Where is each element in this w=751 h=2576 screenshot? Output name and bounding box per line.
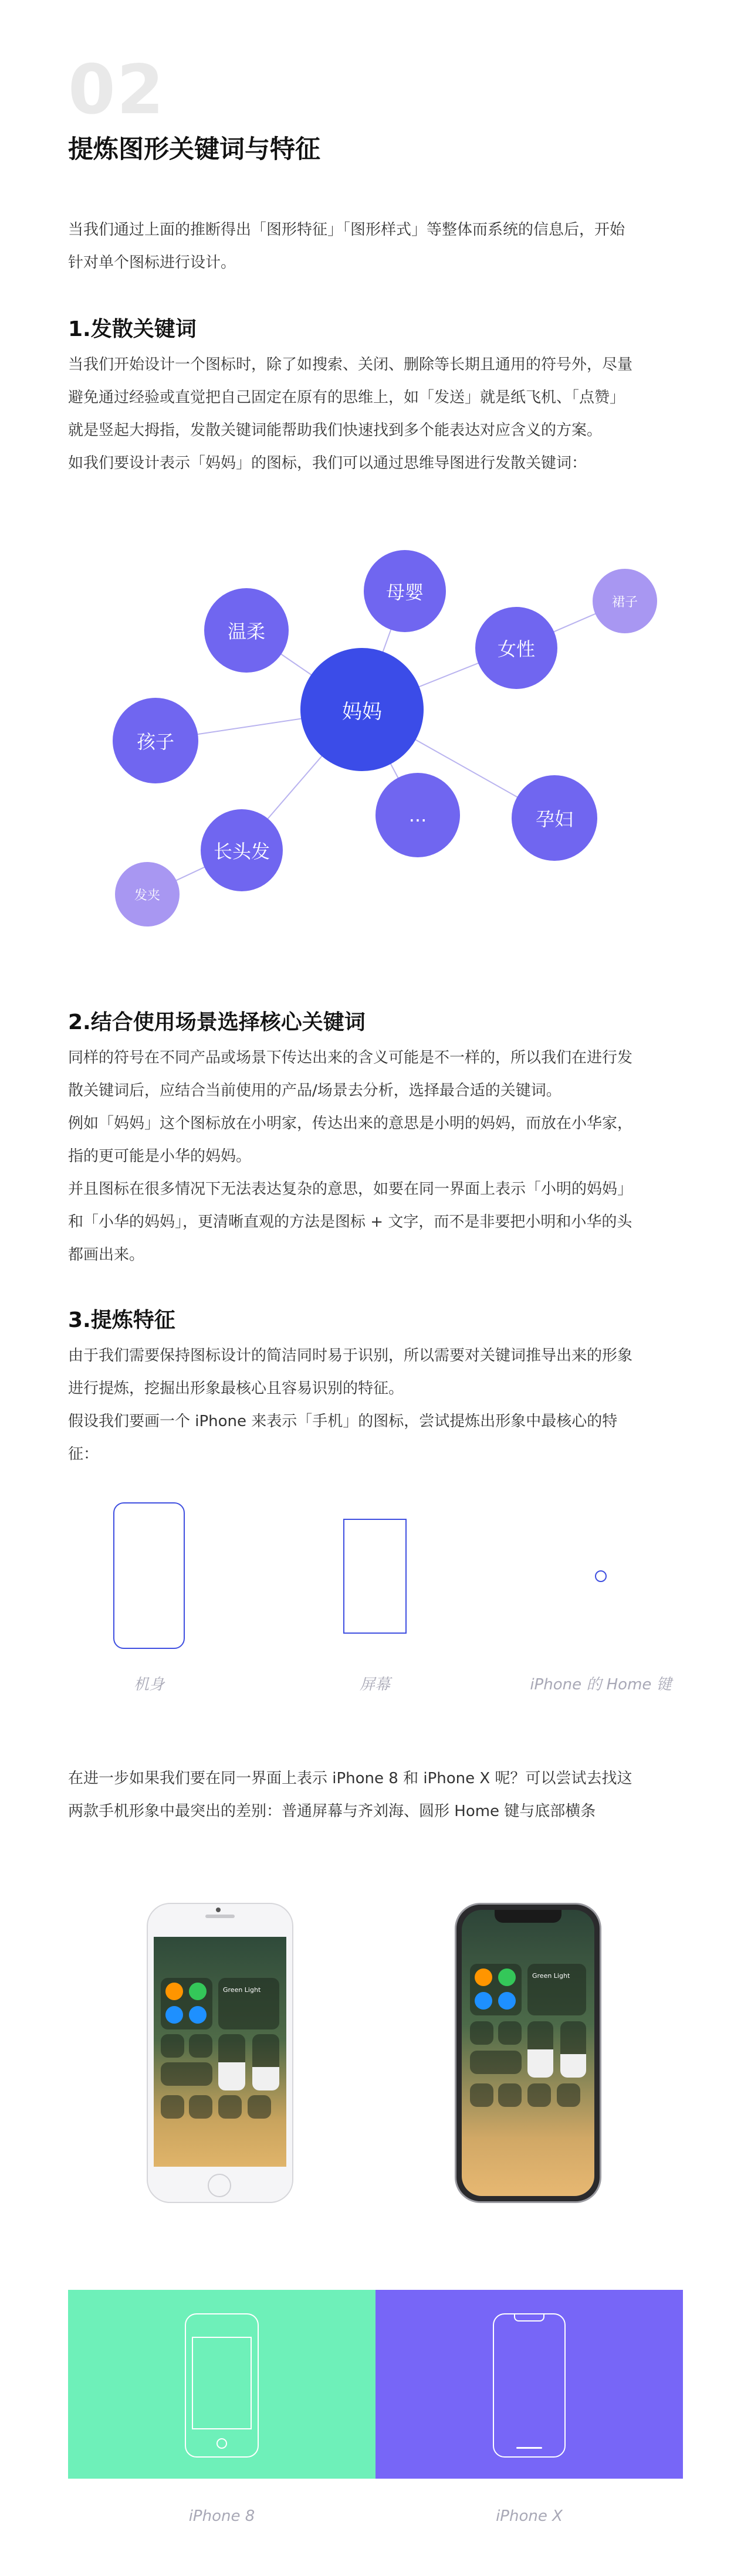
iphonex-outline-icon bbox=[493, 2313, 566, 2458]
part1-line: 就是竖起大拇指，发散关键词能帮助我们快速找到多个能表达对应含义的方案。 bbox=[68, 422, 603, 439]
rotation-lock-icon bbox=[470, 2021, 493, 2045]
part1-line: 如我们要设计表示「妈妈」的图标，我们可以通过思维导图进行发散关键词： bbox=[68, 454, 587, 472]
iphone8-mockup bbox=[147, 1903, 293, 2203]
music-title: Green Light bbox=[532, 1972, 570, 1980]
mindmap-node-qunzi: 裙子 bbox=[593, 569, 657, 633]
mindmap bbox=[0, 0, 751, 997]
timer-icon bbox=[189, 2095, 212, 2119]
iphone8-screen bbox=[154, 1937, 286, 2167]
part3-paragraph-2 bbox=[68, 1762, 684, 1828]
caption-body: 机身 bbox=[133, 1676, 164, 1693]
mindmap-connectors bbox=[0, 0, 751, 997]
cellular-icon bbox=[189, 1983, 207, 2000]
iphone8-speaker-icon bbox=[205, 1915, 235, 1918]
part3-line: 进行提炼，挖掘出形象最核心且容易识别的特征。 bbox=[68, 1380, 404, 1397]
heading-choose-core-keyword: 2.结合使用场景选择核心关键词 bbox=[68, 1010, 366, 1034]
bluetooth-icon bbox=[498, 1992, 516, 2010]
mindmap-node-wenrou: 温柔 bbox=[204, 588, 289, 673]
iphonex-mockup bbox=[455, 1903, 601, 2203]
part2-line: 都画出来。 bbox=[68, 1246, 145, 1264]
bluetooth-icon bbox=[189, 2006, 207, 2024]
mindmap-node-changtoufa: 长头发 bbox=[201, 809, 283, 891]
part3-line: 假设我们要画一个 iPhone 来表示「手机」的图标，尝试提炼出形象中最核心的特 bbox=[68, 1413, 618, 1430]
mindmap-node-nvxing: 女性 bbox=[475, 607, 557, 689]
brightness-fill bbox=[218, 2062, 245, 2090]
part2-line: 同样的符号在不同产品或场景下传达出来的含义可能是不一样的，所以我们在进行发 bbox=[68, 1049, 633, 1067]
part2-line: 例如「妈妈」这个图标放在小明家，传达出来的意思是小明的妈妈，而放在小华家， bbox=[68, 1115, 633, 1132]
part2-line: 指的更可能是小华的妈妈。 bbox=[68, 1148, 252, 1165]
iphonex-notch-icon bbox=[495, 1910, 561, 1923]
part3-line: 在进一步如果我们要在同一界面上表示 iPhone 8 和 iPhone X 呢？可以尝试去找这 bbox=[68, 1770, 632, 1787]
part2-paragraph bbox=[68, 1041, 684, 1271]
part3-line: 两款手机形象中最突出的差别：普通屏幕与齐刘海、圆形 Home 键与底部横条 bbox=[68, 1803, 596, 1820]
caption-iphone8: iPhone 8 bbox=[188, 2507, 255, 2525]
iphonex-icon-panel bbox=[376, 2290, 683, 2479]
calculator-icon bbox=[218, 2095, 242, 2119]
volume-fill bbox=[560, 2054, 586, 2078]
heading-diverge-keywords: 1.发散关键词 bbox=[68, 317, 197, 341]
page-title: 提炼图形关键词与特征 bbox=[68, 135, 320, 164]
flashlight-icon bbox=[470, 2083, 493, 2107]
mindmap-node-fajia: 发夹 bbox=[115, 862, 180, 926]
mindmap-node-yunfu: 孕妇 bbox=[512, 775, 597, 861]
do-not-disturb-icon bbox=[189, 2034, 212, 2058]
caption-iphonex: iPhone X bbox=[496, 2507, 563, 2525]
timer-icon bbox=[498, 2083, 522, 2107]
iphone8-home-button-icon bbox=[208, 2174, 231, 2197]
caption-screen: 屏幕 bbox=[359, 1676, 390, 1693]
part2-line: 并且图标在很多情况下无法表达复杂的意思，如要在同一界面上表示「小明的妈妈」 bbox=[68, 1180, 633, 1198]
part3-line: 征： bbox=[68, 1445, 99, 1463]
flashlight-icon bbox=[161, 2095, 184, 2119]
section-number: 02 bbox=[68, 50, 165, 130]
mindmap-node-ellipsis: ... bbox=[376, 773, 460, 857]
iphone8-camera-icon bbox=[216, 1908, 221, 1912]
airplane-mode-icon bbox=[165, 1983, 183, 2000]
mindmap-center-node: 妈妈 bbox=[300, 648, 424, 771]
do-not-disturb-icon bbox=[498, 2021, 522, 2045]
iphone8-outline-home-icon bbox=[216, 2438, 227, 2449]
part1-line: 避免通过经验或直觉把自己固定在原有的思维上，如「发送」就是纸飞机、「点赞」 bbox=[68, 389, 625, 406]
mindmap-node-haizi: 孩子 bbox=[113, 698, 198, 783]
wifi-icon bbox=[475, 1992, 492, 2010]
camera-icon bbox=[248, 2095, 271, 2119]
screen-mirroring-tile bbox=[470, 2051, 522, 2074]
phone-screen-outline-icon bbox=[343, 1519, 407, 1634]
home-button-outline-icon bbox=[595, 1570, 607, 1582]
brightness-fill bbox=[527, 2049, 553, 2078]
iphonex-outline-notch-icon bbox=[514, 2314, 544, 2322]
part1-line: 当我们开始设计一个图标时，除了如搜索、关闭、删除等长期且通用的符号外，尽量 bbox=[68, 356, 633, 374]
part3-line: 由于我们需要保持图标设计的简洁同时易于识别，所以需要对关键词推导出来的形象 bbox=[68, 1347, 633, 1365]
caption-home-button: iPhone 的 Home 键 bbox=[530, 1676, 672, 1693]
intro-line: 针对单个图标进行设计。 bbox=[68, 254, 236, 271]
camera-icon bbox=[557, 2083, 580, 2107]
wifi-icon bbox=[165, 2006, 183, 2024]
part2-line: 和「小华的妈妈」，更清晰直观的方法是图标 + 文字，而不是非要把小明和小华的头 bbox=[68, 1213, 632, 1231]
iphone8-outline-screen bbox=[192, 2337, 252, 2429]
calculator-icon bbox=[527, 2083, 551, 2107]
airplane-mode-icon bbox=[475, 1969, 492, 1986]
phone-body-outline-icon bbox=[113, 1502, 185, 1649]
volume-fill bbox=[252, 2067, 279, 2090]
iphonex-screen bbox=[462, 1910, 594, 2196]
part2-line: 散关键词后，应结合当前使用的产品/场景去分析，选择最合适的关键词。 bbox=[68, 1082, 561, 1099]
part3-paragraph bbox=[68, 1339, 684, 1471]
heading-extract-features: 3.提炼特征 bbox=[68, 1308, 175, 1332]
rotation-lock-icon bbox=[161, 2034, 184, 2058]
intro-line: 当我们通过上面的推断得出「图形特征」「图形样式」等整体而系统的信息后，开始 bbox=[68, 221, 625, 239]
mindmap-node-muying: 母婴 bbox=[364, 550, 446, 632]
iphone8-icon-panel bbox=[68, 2290, 376, 2479]
cellular-icon bbox=[498, 1969, 516, 1986]
screen-mirroring-tile bbox=[161, 2062, 212, 2086]
music-title: Green Light bbox=[223, 1986, 261, 1994]
iphonex-outline-home-bar-icon bbox=[516, 2447, 542, 2449]
